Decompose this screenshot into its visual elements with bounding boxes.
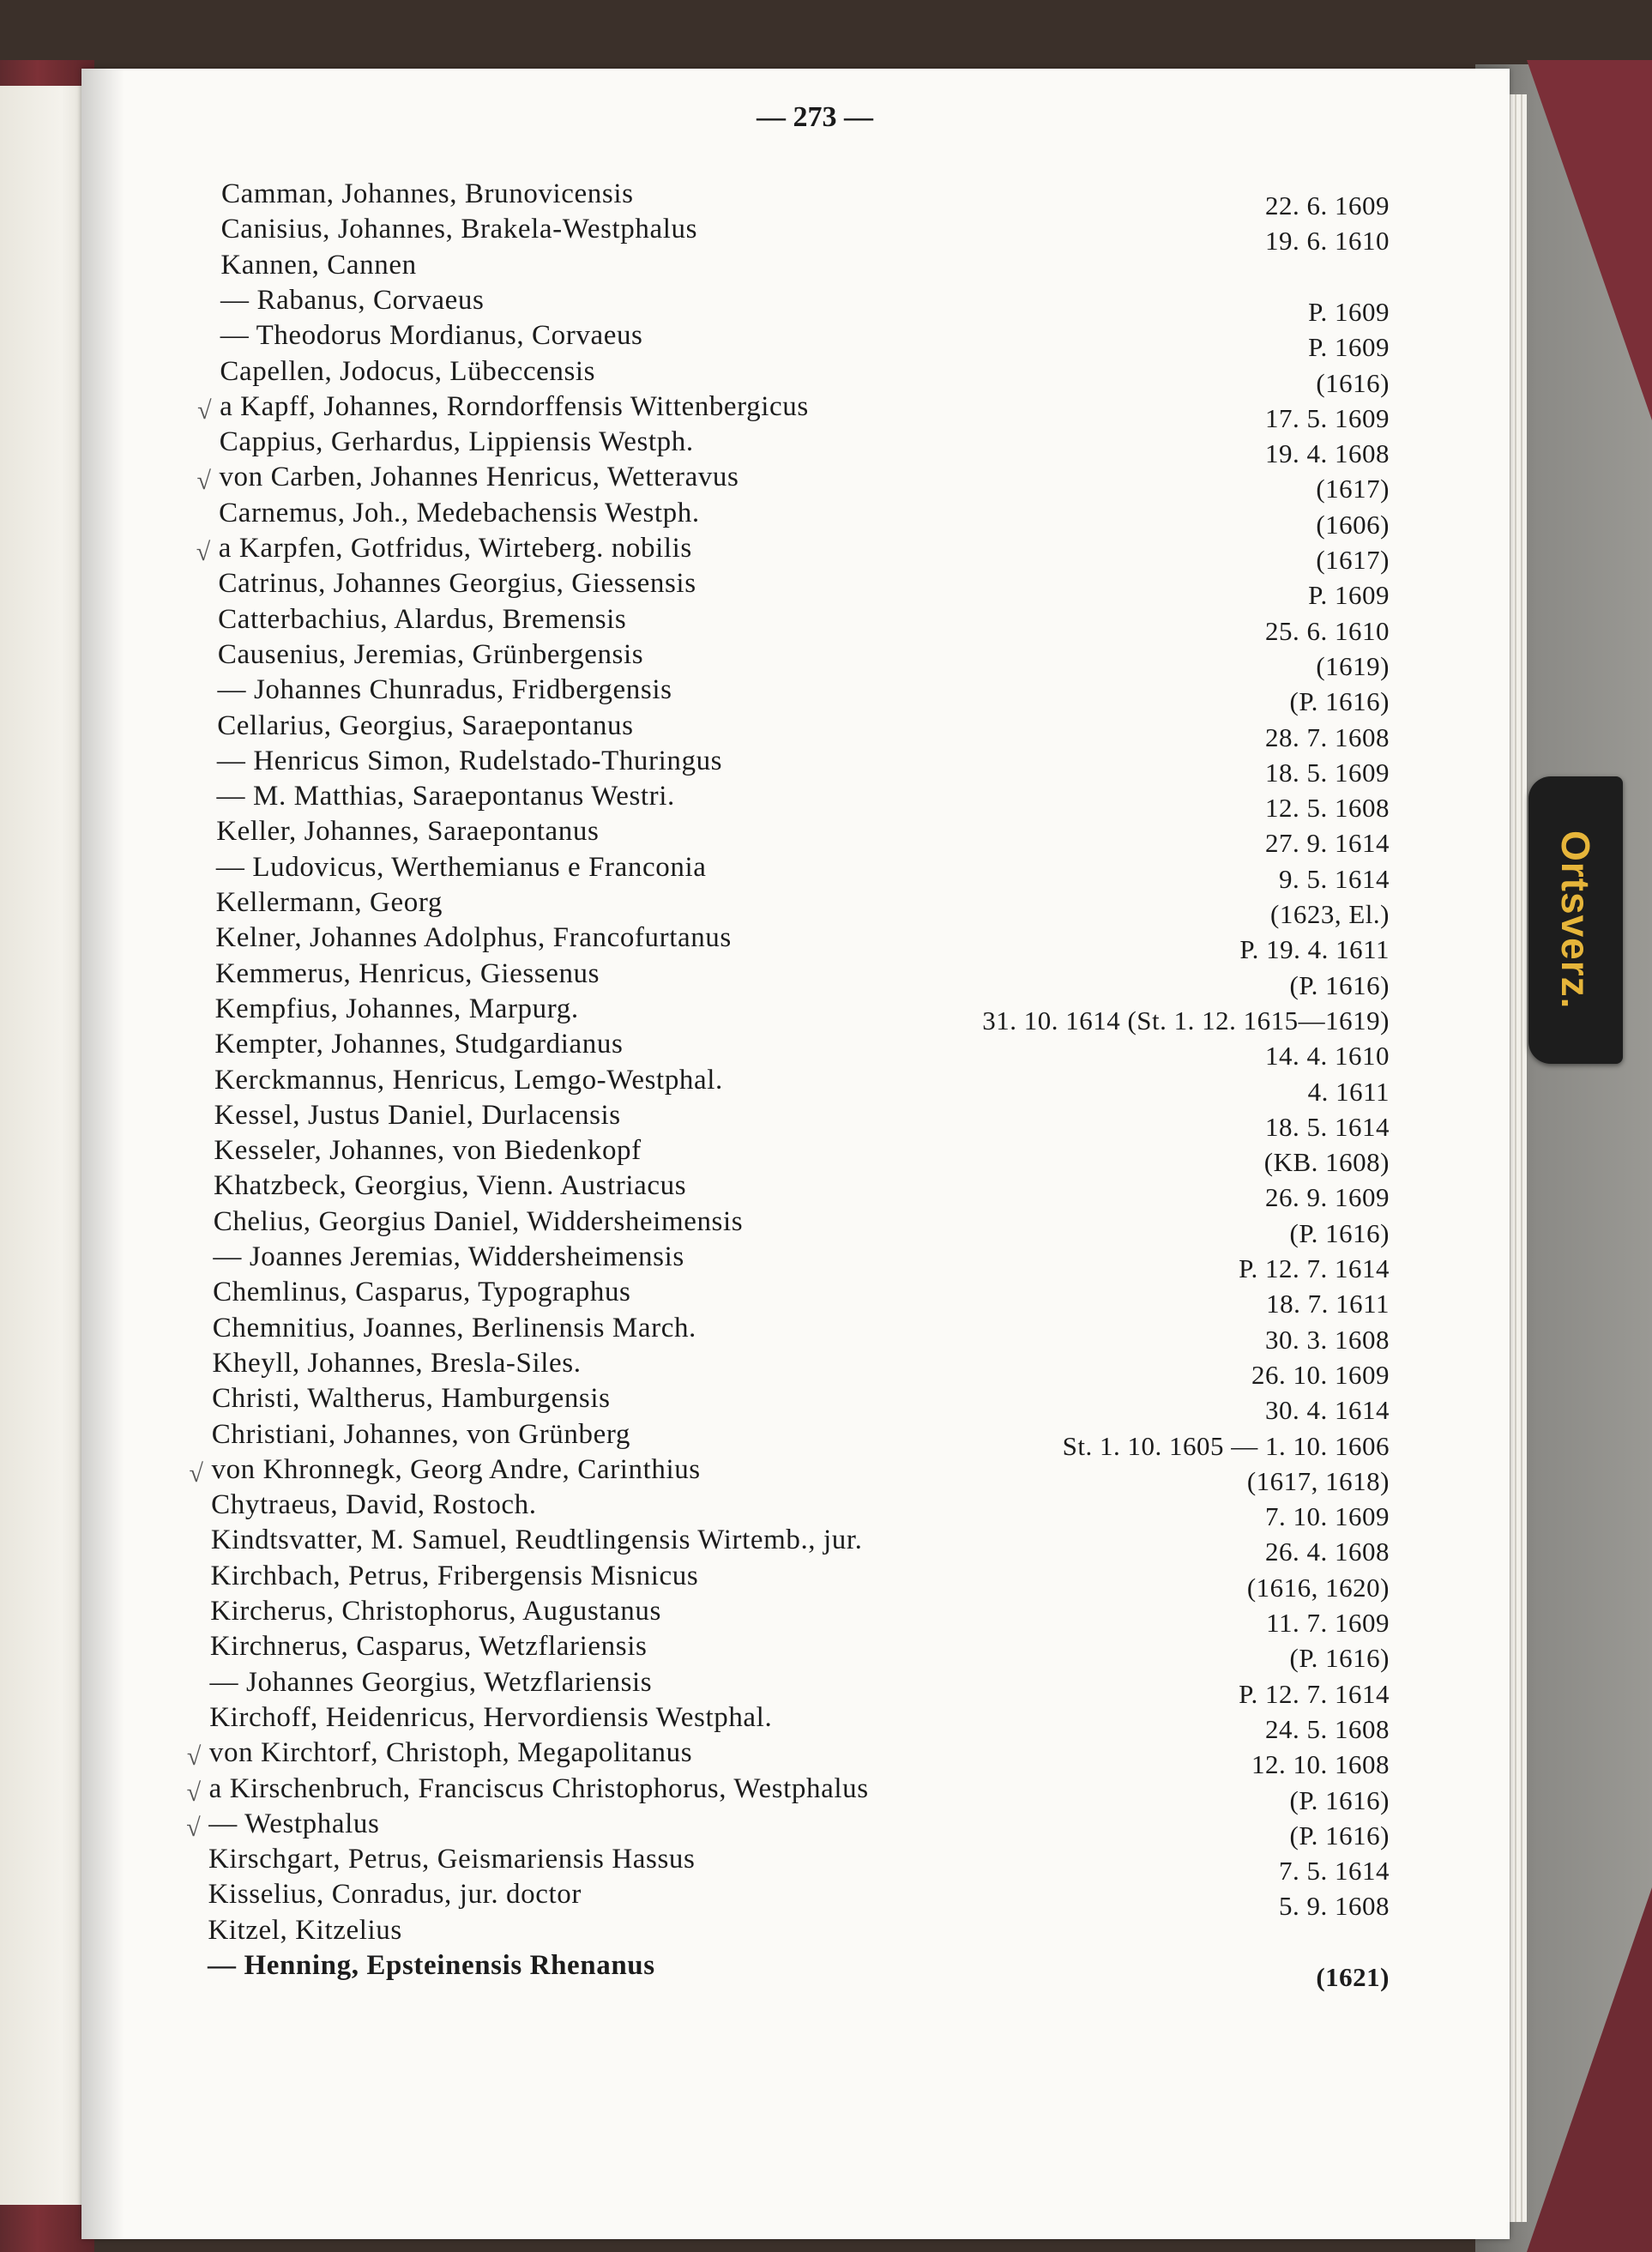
register-entry	[220, 214, 1390, 257]
check-mark: √	[196, 467, 211, 496]
entry-date: (1623, El.)	[1270, 899, 1390, 929]
entry-date: 19. 6. 1610	[1264, 226, 1390, 257]
register-entry	[213, 1277, 1390, 1319]
entry-date: (1617, 1618)	[1246, 1465, 1390, 1496]
entry-date: 12. 10. 1608	[1251, 1749, 1390, 1780]
register-entry	[212, 1312, 1390, 1355]
entry-name: Kempter, Johannes, Studgardianus	[214, 1029, 624, 1060]
entry-name: — Ludovicus, Werthemianus e Franconia	[215, 851, 707, 883]
entry-date: 7. 10. 1609	[1264, 1501, 1390, 1532]
register-entry	[214, 1064, 1390, 1107]
entry-date: (KB. 1608)	[1263, 1147, 1390, 1178]
entry-name: Kitzel, Kitzelius	[208, 1914, 402, 1946]
entry-name: Kannen, Cannen	[220, 249, 417, 281]
entry-name: Christiani, Johannes, von Grünberg	[211, 1418, 630, 1450]
entry-date: P. 19. 4. 1611	[1239, 934, 1390, 965]
register-entry	[196, 533, 1390, 575]
register-entry	[214, 1135, 1390, 1178]
entry-date: 22. 6. 1609	[1265, 190, 1390, 220]
entry-name: Catterbachius, Alardus, Bremensis	[218, 603, 627, 635]
register-entry	[215, 851, 1390, 894]
entry-date: (P. 1616)	[1289, 686, 1390, 717]
entry-date: 26. 10. 1609	[1251, 1359, 1390, 1390]
register-entry	[196, 462, 1390, 504]
register-entry	[220, 284, 1390, 327]
entry-date: 31. 10. 1614 (St. 1. 12. 1615—1619)	[982, 1005, 1390, 1035]
register-entry	[215, 887, 1390, 929]
register-entry	[213, 1205, 1390, 1248]
register-entry	[209, 1631, 1390, 1674]
entry-name: a Kapff, Johannes, Rorndorffensis Wittenbergicus	[220, 390, 809, 422]
entry-date: 24. 5. 1608	[1264, 1713, 1390, 1744]
entry-name: Kirchnerus, Casparus, Wetzflariensis	[209, 1631, 648, 1663]
entry-date: P. 12. 7. 1614	[1239, 1678, 1390, 1709]
entry-name: a Kirschenbruch, Franciscus Christophorus, Westphalus	[208, 1772, 869, 1804]
entry-name: — Henricus Simon, Rudelstado-Thuringus	[216, 745, 723, 776]
register-entry	[214, 1099, 1390, 1142]
entry-name: — M. Matthias, Saraepontanus Westri.	[216, 781, 675, 812]
entry-name: Kindtsvatter, M. Samuel, Reudtlingensis Wirtemb., jur.	[210, 1524, 863, 1556]
entry-name: — Henning, Epsteinensis Rhenanus	[208, 1950, 655, 1981]
entry-name: Khatzbeck, Georgius, Vienn. Austriacus	[214, 1170, 687, 1202]
register-entry	[219, 426, 1390, 469]
register-entry	[189, 1453, 1390, 1496]
entry-name: Kellermann, Georg	[215, 887, 443, 918]
entry-name: Cappius, Gerhardus, Lippiensis Westph.	[219, 426, 694, 458]
register-entry	[211, 1418, 1390, 1461]
entry-date: 5. 9. 1608	[1278, 1891, 1390, 1922]
entry-date: 27. 9. 1614	[1264, 828, 1390, 859]
register-entry	[218, 568, 1390, 611]
entry-name: Camman, Johannes, Brunovicensis	[221, 178, 634, 209]
register-entry	[197, 390, 1390, 433]
check-mark: √	[196, 538, 211, 566]
index-tab-label: Ortsverz.	[1553, 830, 1598, 1010]
entry-date: P. 12. 7. 1614	[1239, 1253, 1390, 1283]
register-entry	[216, 816, 1390, 859]
check-mark: √	[197, 395, 212, 425]
entry-name: — Westphalus	[208, 1808, 380, 1839]
register-entry	[220, 250, 1390, 284]
register-entry	[217, 638, 1390, 681]
entry-date: (1619)	[1316, 650, 1390, 681]
entry-name: von Kirchtorf, Christoph, Megapolitanus	[208, 1737, 693, 1769]
register-entry	[218, 603, 1390, 646]
entry-name: Kelner, Johannes Adolphus, Francofurtanus	[215, 922, 732, 954]
entry-date: 26. 4. 1608	[1264, 1537, 1390, 1567]
entry-date: 25. 6. 1610	[1264, 615, 1390, 646]
register-entry	[220, 355, 1390, 398]
register-entry	[212, 1383, 1390, 1426]
entry-name: Kirchoff, Heidenricus, Hervordiensis Westphal.	[209, 1701, 773, 1733]
register-entry	[186, 1772, 1390, 1815]
entry-name: Christi, Waltherus, Hamburgensis	[212, 1383, 611, 1415]
entry-name: a Karpfen, Gotfridus, Wirteberg. nobilis	[218, 533, 692, 564]
register-entry	[214, 1170, 1390, 1213]
entry-date: (1621)	[1316, 1962, 1390, 1992]
entry-name: — Rabanus, Corvaeus	[220, 284, 485, 316]
register-entry	[211, 1489, 1390, 1532]
entry-date: (1616)	[1316, 367, 1390, 398]
page-gutter-shadow	[81, 69, 124, 2239]
entry-name: — Johannes Georgius, Wetzflariensis	[209, 1666, 653, 1698]
entry-name: Capellen, Jodocus, Lübeccensis	[220, 355, 596, 387]
entry-date: P. 1609	[1308, 332, 1390, 363]
entry-date: (P. 1616)	[1289, 1784, 1390, 1815]
entry-name: Canisius, Johannes, Brakela-Westphalus	[220, 214, 698, 245]
entry-name: — Johannes Chunradus, Fridbergensis	[217, 674, 672, 706]
entry-date: 18. 5. 1609	[1264, 757, 1390, 788]
check-mark: √	[186, 1813, 201, 1842]
register-entry	[210, 1560, 1390, 1603]
register-entry	[210, 1524, 1390, 1567]
entry-name: Keller, Johannes, Saraepontanus	[216, 816, 600, 848]
entry-date: (P. 1616)	[1289, 1643, 1390, 1674]
check-mark: √	[186, 1742, 202, 1772]
register-entry	[214, 1029, 1390, 1072]
entry-date: 18. 5. 1614	[1264, 1111, 1390, 1142]
entry-name: von Carben, Johannes Henricus, Wetteravus	[219, 462, 739, 493]
register-entry	[186, 1808, 1390, 1851]
entry-name: Kisselius, Conradus, jur. doctor	[208, 1879, 582, 1911]
register-entry	[216, 781, 1390, 824]
entry-date: (1616, 1620)	[1246, 1572, 1390, 1603]
entry-name: — Theodorus Mordianus, Corvaeus	[220, 320, 643, 352]
entry-date: 26. 9. 1609	[1264, 1182, 1390, 1213]
register-entry	[214, 957, 1390, 1000]
entry-date: 28. 7. 1608	[1264, 721, 1390, 752]
entry-name: Kirschgart, Petrus, Geismariensis Hassus	[208, 1844, 696, 1875]
entry-date: 9. 5. 1614	[1278, 863, 1390, 894]
entry-name: Chelius, Georgius Daniel, Widdersheimensis	[213, 1205, 744, 1237]
register-entry	[221, 178, 1390, 220]
register-entry	[209, 1666, 1390, 1709]
entry-date: (P. 1616)	[1289, 1820, 1390, 1851]
entry-date: 11. 7. 1609	[1266, 1608, 1390, 1638]
entry-name: Chemlinus, Casparus, Typographus	[213, 1277, 631, 1308]
entry-date: 4. 1611	[1307, 1076, 1390, 1107]
register-entry	[208, 1844, 1390, 1887]
entry-date: (1606)	[1316, 509, 1390, 540]
register-entry	[217, 674, 1390, 717]
entry-date: 12. 5. 1608	[1264, 793, 1390, 824]
register-entry	[186, 1737, 1390, 1780]
entry-date: 30. 3. 1608	[1264, 1324, 1390, 1355]
register-entry	[217, 709, 1390, 752]
entry-date: 30. 4. 1614	[1264, 1395, 1390, 1426]
register-entry	[216, 745, 1390, 788]
entry-date: 18. 7. 1611	[1266, 1289, 1390, 1319]
entry-name: Kemmerus, Henricus, Giessenus	[214, 957, 600, 989]
entry-name: Kirchbach, Petrus, Fribergensis Misnicus	[210, 1560, 699, 1591]
entry-name: Kesseler, Johannes, von Biedenkopf	[214, 1135, 642, 1167]
entry-name: Catrinus, Johannes Georgius, Giessensis	[218, 568, 696, 600]
entry-name: Causenius, Jeremias, Grünbergensis	[217, 638, 644, 670]
entry-date: 7. 5. 1614	[1278, 1856, 1390, 1887]
register-entry	[215, 922, 1390, 965]
entry-date: 19. 4. 1608	[1264, 438, 1390, 469]
entry-date: St. 1. 10. 1605 — 1. 10. 1606	[1062, 1430, 1390, 1461]
entry-name: Kheyll, Johannes, Bresla-Siles.	[212, 1347, 582, 1379]
entry-name: Carnemus, Joh., Medebachensis Westph.	[219, 497, 700, 528]
entry-name: Chemnitius, Joannes, Berlinensis March.	[212, 1312, 696, 1343]
register-entry	[213, 1241, 1390, 1283]
register-entry	[219, 497, 1390, 540]
register-entry	[214, 993, 1390, 1035]
entry-date: 17. 5. 1609	[1264, 402, 1390, 433]
register-entry	[220, 320, 1390, 363]
entry-date: (P. 1616)	[1289, 969, 1390, 1000]
register-entry	[208, 1879, 1390, 1922]
entry-name: Chytraeus, David, Rostoch.	[211, 1489, 537, 1521]
entry-name: Kessel, Justus Daniel, Durlacensis	[214, 1099, 621, 1131]
entry-date: 14. 4. 1610	[1264, 1041, 1390, 1072]
page-number: — 273 —	[757, 101, 873, 133]
entry-name: Kircherus, Christophorus, Augustanus	[210, 1596, 661, 1627]
register-entry	[208, 1950, 1390, 1992]
entry-date: (1617)	[1316, 545, 1390, 575]
entry-name: Kerckmannus, Henricus, Lemgo-Westphal.	[214, 1064, 723, 1096]
check-mark: √	[189, 1458, 203, 1488]
entry-name: — Joannes Jeremias, Widdersheimensis	[213, 1241, 684, 1272]
entry-date: P. 1609	[1308, 580, 1390, 611]
check-mark: √	[186, 1778, 202, 1807]
entry-date: (1617)	[1316, 474, 1390, 504]
entry-date: (P. 1616)	[1289, 1217, 1390, 1248]
register-entry	[212, 1347, 1390, 1390]
register-entry	[208, 1915, 1390, 1949]
entry-name: von Khronnegk, Georg Andre, Carinthius	[211, 1453, 701, 1485]
entry-date: P. 1609	[1308, 296, 1390, 327]
register-entry	[209, 1701, 1390, 1744]
entry-name: Cellarius, Georgius, Saraepontanus	[217, 709, 634, 741]
register-entry	[210, 1596, 1390, 1638]
entry-name: Kempfius, Johannes, Marpurg.	[214, 993, 579, 1024]
